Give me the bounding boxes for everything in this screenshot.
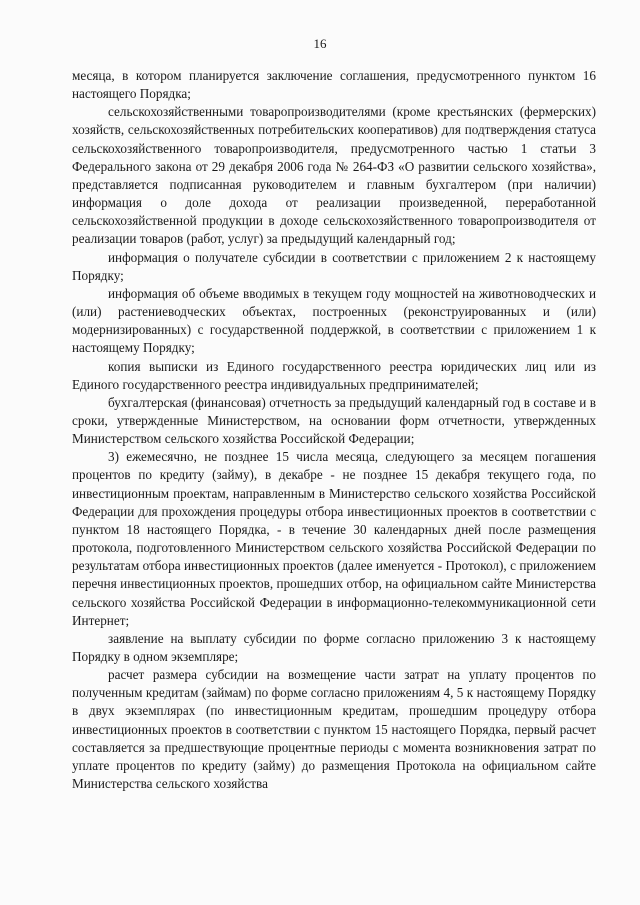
paragraph-recipient-info: информация о получателе субсидии в соответствии с приложением 2 к настоящему Порядку;: [72, 249, 596, 283]
paragraph-capacity-info: информация об объеме вводимых в текущем году мощностей на животноводческих и (или) растениеводческих объектах, построенных (реконструированных и (или) модернизированных) с государственной поддержкой, в соответствии с приложением 1 к настоящему Порядку;: [72, 285, 596, 356]
paragraph-agricultural-producers: сельскохозяйственными товаропроизводителями (кроме крестьянских (фермерских) хозяйств, сельскохозяйственных потребительских кооперативов) для подтверждения статуса сельскохозяйственного товаропроизводителя, предусмотренного частью 1 статьи 3 Федерального закона от 29 декабря 2006 года № 264-ФЗ «О развитии сельского хозяйства», представляется подписанная руководителем и главным бухгалтером (при наличии) информация о доле дохода от реализации произведенной, переработанной сельскохозяйственной продукции в доходе сельскохозяйственного товаропроизводителя от реализации товаров (работ, услуг) за предыдущий календарный год;: [72, 104, 596, 247]
paragraph-subsidy-application: заявление на выплату субсидии по форме согласно приложению 3 к настоящему Порядку в одном экземпляре;: [72, 630, 596, 664]
document-body: [72, 67, 596, 793]
paragraph-monthly-submission: 3) ежемесячно, не позднее 15 числа месяца, следующего за месяцем погашения процентов по кредиту (займу), в декабре - не позднее 15 декабря текущего года, по инвестиционным проектам, направленным в Министерство сельского хозяйства Российской Федерации для прохождения процедуры отбора инвестиционных проектов в соответствии с пунктом 18 настоящего Порядка, - в течение 30 календарных дней после размещения протокола, подготовленного Министерством сельского хозяйства Российской Федерации по результатам отбора инвестиционных проектов (далее именуется - Протокол), с приложением перечня инвестиционных проектов, прошедших отбор, на официальном сайте Министерства сельского хозяйства Российской Федерации в информационно-телекоммуникационной сети Интернет;: [72, 449, 596, 628]
paragraph-financial-reporting: бухгалтерская (финансовая) отчетность за предыдущий календарный год в составе и в сроки, утвержденные Министерством, на основании форм отчетности, утвержденных Министерством сельского хозяйства Российской Федерации;: [72, 394, 596, 447]
paragraph-subsidy-calculation: расчет размера субсидии на возмещение части затрат на уплату процентов по полученным кредитам (займам) по форме согласно приложениям 4, 5 к настоящему Порядку в двух экземплярах (по инвестиционным кредитам, прошедшим процедуру отбора инвестиционных проектов в соответствии с пунктом 15 настоящего Порядка, первый расчет составляется за предшествующие процентные периоды с момента возникновения затрат по уплате процентов по кредиту (займу) до размещения Протокола на официальном сайте Министерства сельского хозяйства: [72, 667, 596, 792]
page-number: 16: [313, 36, 327, 51]
paragraph-registry-extract: копия выписки из Единого государственного реестра юридических лиц или из Единого государственного реестра индивидуальных предпринимателей;: [72, 358, 596, 392]
paragraph-continuation: месяца, в котором планируется заключение соглашения, предусмотренного пунктом 16 настоящего Порядка;: [72, 68, 596, 102]
